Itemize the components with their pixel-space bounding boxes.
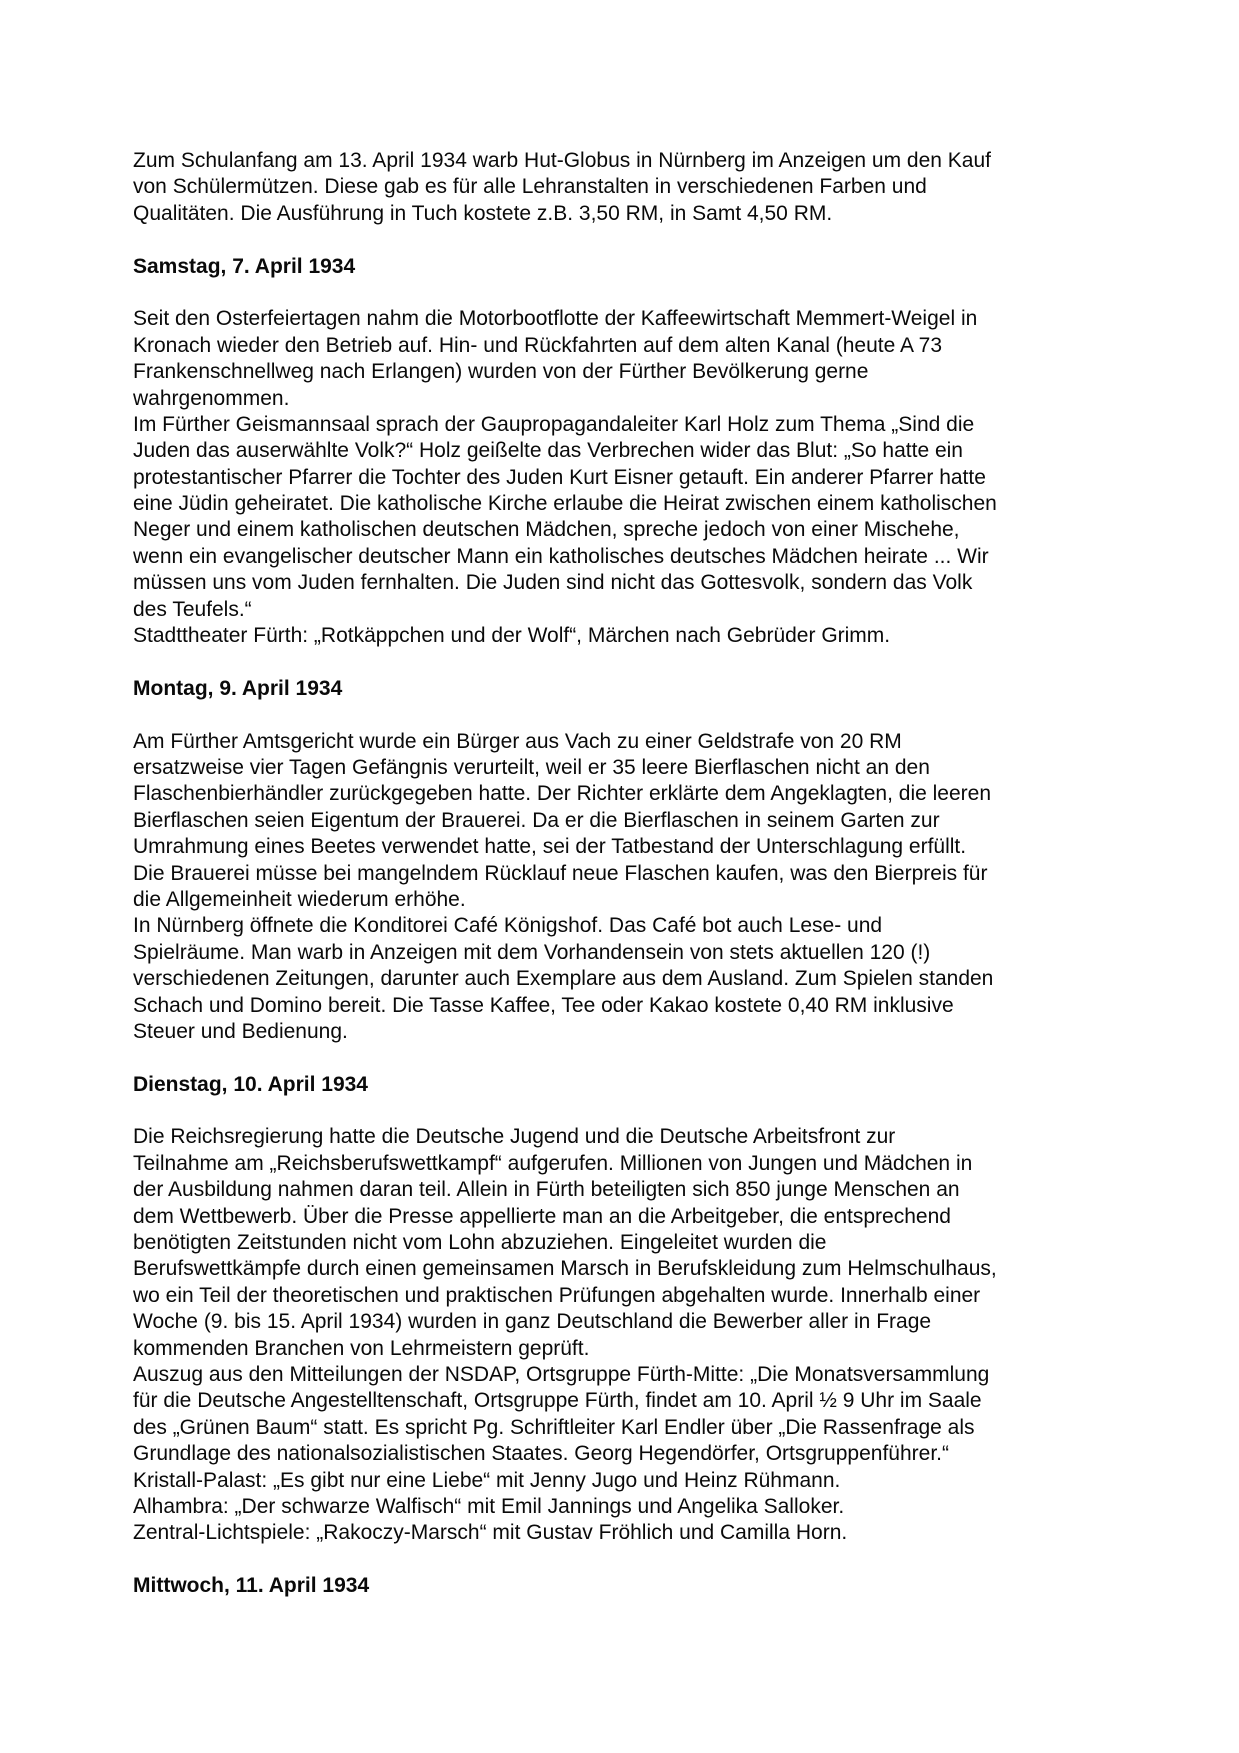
text-line: Qualitäten. Die Ausführung in Tuch kostete z.B. 3,50 RM, in Samt 4,50 RM. (133, 201, 833, 225)
heading-line: Mittwoch, 11. April 1934 (133, 1574, 370, 1598)
text-line: In Nürnberg öffnete die Konditorei Café Königshof. Das Café bot auch Lese- und (133, 914, 883, 938)
text-line: Kristall-Palast: „Es gibt nur eine Liebe“ mit Jenny Jugo und Heinz Rühmann. (133, 1468, 841, 1492)
text-line: benötigten Zeitstunden nicht vom Lohn abzuziehen. Eingeleitet wurden die (133, 1231, 827, 1255)
text-line: Flaschenbierhändler zurückgegeben hatte. Der Richter erklärte dem Angeklagten, die leeren (133, 782, 992, 806)
text-line: Am Fürther Amtsgericht wurde ein Bürger aus Vach zu einer Geldstrafe von 20 RM (133, 729, 902, 753)
text-line: wenn ein evangelischer deutscher Mann ein katholisches deutsches Mädchen heirate ... Wir (133, 544, 989, 568)
text-paragraph (133, 306, 1179, 649)
text-line: Alhambra: „Der schwarze Walfisch“ mit Emil Jannings und Angelika Salloker. (133, 1494, 845, 1518)
text-line: dem Wettbewerb. Über die Presse appellierte man an die Arbeitgeber, die entsprechend (133, 1204, 951, 1228)
text-line: Im Fürther Geismannsaal sprach der Gaupropagandaleiter Karl Holz zum Thema „Sind die (133, 412, 975, 436)
text-line: Zentral-Lichtspiele: „Rakoczy-Marsch“ mit Gustav Fröhlich und Camilla Horn. (133, 1521, 848, 1545)
text-line: Auszug aus den Mitteilungen der NSDAP, Ortsgruppe Fürth-Mitte: „Die Monatsversammlung (133, 1362, 990, 1386)
text-line: Seit den Osterfeiertagen nahm die Motorbootflotte der Kaffeewirtschaft Memmert-Weigel in (133, 307, 978, 331)
text-line: Woche (9. bis 15. April 1934) wurden in ganz Deutschland die Bewerber aller in Frage (133, 1310, 932, 1334)
heading-line: Samstag, 7. April 1934 (133, 254, 356, 278)
text-line: wo ein Teil der theoretischen und praktischen Prüfungen abgehalten wurde. Innerhalb einer (133, 1283, 981, 1307)
text-line: Frankenschnellweg nach Erlangen) wurden von der Fürther Bevölkerung gerne (133, 360, 869, 384)
text-line: Grundlage des nationalsozialistischen Staates. Georg Hegendörfer, Ortsgruppenführer.“ (133, 1442, 949, 1466)
heading-line: Montag, 9. April 1934 (133, 676, 343, 700)
text-line: Umrahmung eines Beetes verwendet hatte, sei der Tatbestand der Unterschlagung erfüllt. (133, 835, 967, 859)
text-line: Teilnahme am „Reichsberufswettkampf“ aufgerufen. Millionen von Jungen und Mädchen in (133, 1151, 973, 1175)
text-line: Kronach wieder den Betrieb auf. Hin- und Rückfahrten auf dem alten Kanal (heute A 73 (133, 333, 943, 357)
text-line: wahrgenommen. (133, 386, 290, 410)
text-line: Neger und einem katholischen deutschen Mädchen, spreche jedoch von einer Mischehe, (133, 518, 960, 542)
date-heading (133, 1573, 1179, 1599)
text-paragraph (133, 729, 1179, 1046)
text-line: Juden das auserwählte Volk?“ Holz geißelte das Verbrechen wider das Blut: „So hatte ein (133, 439, 963, 463)
text-line: Schach und Domino bereit. Die Tasse Kaffee, Tee oder Kakao kostete 0,40 RM inklusive (133, 993, 954, 1017)
text-line: des „Grünen Baum“ statt. Es spricht Pg. Schriftleiter Karl Endler über „Die Rassenfrage als (133, 1415, 975, 1439)
document-text (133, 148, 1179, 1599)
heading-line: Dienstag, 10. April 1934 (133, 1072, 368, 1096)
text-line: die Allgemeinheit wiederum erhöhe. (133, 887, 466, 911)
text-line: Stadttheater Fürth: „Rotkäppchen und der Wolf“, Märchen nach Gebrüder Grimm. (133, 624, 891, 648)
text-line: für die Deutsche Angestelltenschaft, Ortsgruppe Fürth, findet am 10. April ½ 9 Uhr im Saale (133, 1389, 982, 1413)
text-line: kommenden Branchen von Lehrmeistern geprüft. (133, 1336, 590, 1360)
text-line: Berufswettkämpfe durch einen gemeinsamen Marsch in Berufskleidung zum Helmschulhaus, (133, 1257, 997, 1281)
text-line: des Teufels.“ (133, 597, 252, 621)
text-line: Zum Schulanfang am 13. April 1934 warb Hut-Globus in Nürnberg im Anzeigen um den Kauf (133, 149, 991, 172)
text-paragraph (133, 148, 1179, 227)
text-line: eine Jüdin geheiratet. Die katholische Kirche erlaube die Heirat zwischen einem katholischen (133, 492, 997, 516)
text-line: Die Brauerei müsse bei mangelndem Rücklauf neue Flaschen kaufen, was den Bierpreis für (133, 861, 988, 885)
text-line: Steuer und Bedienung. (133, 1019, 348, 1043)
text-line: von Schülermützen. Diese gab es für alle Lehranstalten in verschiedenen Farben und (133, 175, 927, 199)
text-line: verschiedenen Zeitungen, darunter auch Exemplare aus dem Ausland. Zum Spielen standen (133, 967, 994, 991)
text-line: Die Reichsregierung hatte die Deutsche Jugend und die Deutsche Arbeitsfront zur (133, 1125, 896, 1149)
text-line: der Ausbildung nahmen daran teil. Allein in Fürth beteiligten sich 850 junge Menschen an (133, 1178, 960, 1202)
text-line: müssen uns vom Juden fernhalten. Die Juden sind nicht das Gottesvolk, sondern das Volk (133, 571, 973, 595)
text-line: ersatzweise vier Tagen Gefängnis verurteilt, weil er 35 leere Bierflaschen nicht an den (133, 755, 930, 779)
text-line: protestantischer Pfarrer die Tochter des Juden Kurt Eisner getauft. Ein anderer Pfarrer hatte (133, 465, 986, 489)
text-line: Bierflaschen seien Eigentum der Brauerei. Da er die Bierflaschen in seinem Garten zur (133, 808, 940, 832)
date-heading (133, 676, 1179, 702)
date-heading (133, 1072, 1179, 1098)
text-paragraph (133, 1124, 1179, 1546)
text-line: Spielräume. Man warb in Anzeigen mit dem Vorhandensein von stets aktuellen 120 (!) (133, 940, 931, 964)
date-heading (133, 254, 1179, 280)
